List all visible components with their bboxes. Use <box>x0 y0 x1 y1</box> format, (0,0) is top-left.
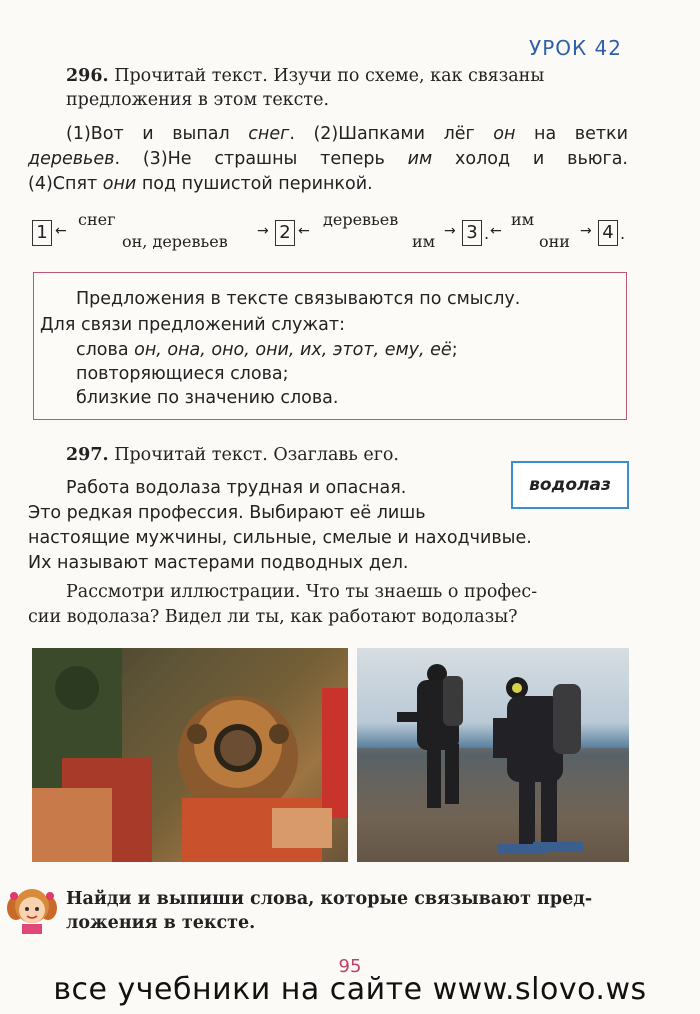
scheme-label: им <box>412 232 436 251</box>
scheme-box-1: 1 <box>32 220 52 246</box>
task-296-instruction: 296. Прочитай текст. Изучи по схеме, как связаны предложения в этом тексте. <box>66 66 545 110</box>
lesson-title: УРОК 42 <box>529 36 622 60</box>
divers-on-shore-photo <box>357 648 629 862</box>
task-number: 296. <box>66 66 109 86</box>
arrow-left-icon: ← <box>55 223 67 239</box>
girl-character-icon <box>4 884 60 934</box>
scheme-label: деревьев <box>323 210 399 229</box>
sentence-link-scheme: 1 ← снег он, деревьев → 2 ← деревьев им → 3 . ← им они → 4 . <box>28 210 668 266</box>
site-footer: все учебники на сайте www.slovo.ws <box>53 972 647 1007</box>
arrow-left-icon: ← <box>298 223 310 239</box>
rule-box: Предложения в тексте связываются по смыслу. Для связи предложений служат: слова он, она, оно, они, их, этот, ему, её; повторяющиеся слова; близкие по значению слова. <box>33 272 627 420</box>
task-297-question: Рассмотри иллюстрации. Что ты знаешь о профес- сии водолаза? Видел ли ты, как работают водолазы? <box>28 582 538 627</box>
scheme-label: им <box>511 210 535 229</box>
arrow-left-icon: ← <box>490 223 502 239</box>
arrow-right-icon: → <box>257 223 269 239</box>
task-297-instruction: 297. Прочитай текст. Озаглавь его. <box>66 445 399 465</box>
scheme-box-2: 2 <box>275 220 295 246</box>
task-296-text: (1)Вот и выпал снег. (2)Шапками лёг он на ветки деревьев. (3)Не страшны теперь им холод и вьюга. (4)Спят они под пушистой перинкой. <box>28 124 628 194</box>
task-297-text: Работа водолаза трудная и опасная. Это редкая профессия. Выбирают её лишь настоящие мужчины, сильные, смелые и находчивые. Их называют мастерами подводных дел. <box>28 478 532 573</box>
page-number: 95 <box>338 956 362 977</box>
final-task-instruction: Найди и выпиши слова, которые связывают пред- ложения в тексте. <box>66 889 593 933</box>
scheme-box-4: 4 <box>598 220 618 246</box>
scheme-label: они <box>539 232 570 251</box>
arrow-right-icon: → <box>444 223 456 239</box>
task-number: 297. <box>66 445 109 465</box>
scheme-box-3: 3 <box>462 220 482 246</box>
arrow-right-icon: → <box>580 223 592 239</box>
scheme-label: снег <box>78 210 116 229</box>
scheme-label: он, деревьев <box>122 232 228 251</box>
vocabulary-word-box: водолаз <box>511 461 629 509</box>
diver-helmet-photo <box>32 648 348 862</box>
